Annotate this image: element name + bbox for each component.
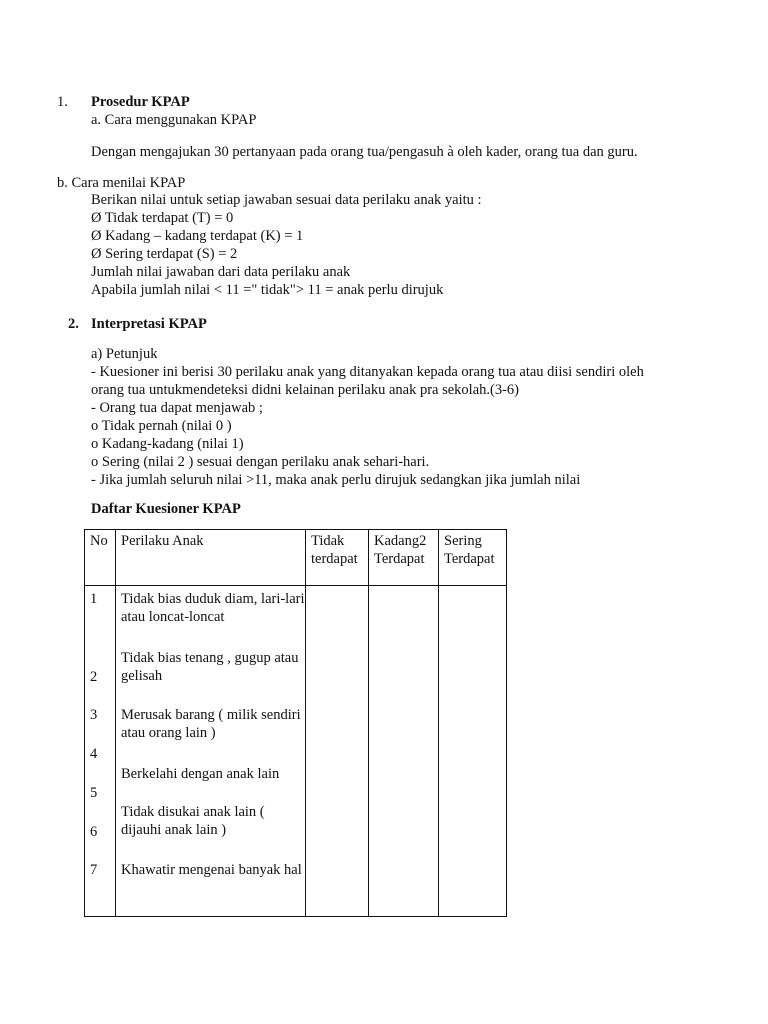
body-line: o Sering (nilai 2 ) sesuai dengan perilaku anak sehari-hari. <box>91 454 430 470</box>
bullet-line: Ø Sering terdapat (S) = 2 <box>91 246 238 262</box>
body-line: orang tua untukmendeteksi didni kelainan perilaku anak pra sekolah.(3-6) <box>91 382 520 398</box>
numbers-cell <box>85 586 116 917</box>
body-line: o Kadang-kadang (nilai 1) <box>91 436 244 452</box>
section-1-title: Prosedur KPAP <box>91 94 190 110</box>
answer-cell-tidak[interactable] <box>306 586 369 917</box>
row-number: 4 <box>90 746 98 762</box>
section-1a-heading: a. Cara menggunakan KPAP <box>91 112 257 128</box>
body-line: Berikan nilai untuk setiap jawaban sesuai data perilaku anak yaitu : <box>91 192 482 208</box>
item-text: Tidak bias duduk diam, lari-lari atau loncat-loncat <box>121 591 305 625</box>
section-1-number: 1. <box>57 94 68 110</box>
items-cell <box>116 586 306 917</box>
header-tidak-terdapat <box>306 530 369 586</box>
section-1a-text: Dengan mengajukan 30 pertanyaan pada orang tua/pengasuh à oleh kader, orang tua dan guru. <box>91 144 638 160</box>
item-text: Merusak barang ( milik sendiri atau orang lain ) <box>121 707 301 741</box>
body-line: - Jika jumlah seluruh nilai >11, maka anak perlu dirujuk sedangkan jika jumlah nilai <box>91 472 581 488</box>
body-line: Apabila jumlah nilai < 11 =" tidak"> 11 = anak perlu dirujuk <box>91 282 444 298</box>
table-header-row <box>85 530 507 586</box>
bullet-line: Ø Tidak terdapat (T) = 0 <box>91 210 234 226</box>
header-line: Terdapat <box>444 551 495 567</box>
body-line: o Tidak pernah (nilai 0 ) <box>91 418 232 434</box>
section-1b-heading: b. Cara menilai KPAP <box>57 175 186 191</box>
body-line: - Kuesioner ini berisi 30 perilaku anak yang ditanyakan kepada orang tua atau diisi sendiri oleh <box>91 364 644 380</box>
section-2-number: 2. <box>68 316 79 332</box>
table-title: Daftar Kuesioner KPAP <box>91 501 241 517</box>
header-no: No <box>85 530 116 586</box>
row-number: 3 <box>90 707 98 723</box>
body-line: - Orang tua dapat menjawab ; <box>91 400 263 416</box>
bullet-line: Ø Kadang – kadang terdapat (K) = 1 <box>91 228 304 244</box>
header-line: Terdapat <box>374 551 425 567</box>
section-2-body <box>91 345 644 489</box>
item-text: Tidak bias tenang , gugup atau gelisah <box>121 650 299 684</box>
item-text: Berkelahi dengan anak lain <box>121 766 280 782</box>
questionnaire-table <box>84 529 507 917</box>
table-body-row <box>85 586 507 917</box>
header-line: Kadang2 <box>374 533 427 549</box>
item-text: Tidak disukai anak lain ( dijauhi anak lain ) <box>121 804 265 838</box>
header-kadang-terdapat <box>369 530 439 586</box>
header-line: Sering <box>444 533 482 549</box>
row-number: 5 <box>90 785 98 801</box>
row-number: 2 <box>90 669 98 685</box>
header-line: Tidak <box>311 533 345 549</box>
body-line: a) Petunjuk <box>91 346 158 362</box>
row-number: 6 <box>90 824 98 840</box>
row-number: 1 <box>90 591 98 607</box>
body-line: Jumlah nilai jawaban dari data perilaku anak <box>91 264 351 280</box>
section-2-title: Interpretasi KPAP <box>91 316 207 332</box>
row-number: 7 <box>90 862 98 878</box>
answer-cell-sering[interactable] <box>439 586 507 917</box>
header-line: terdapat <box>311 551 358 567</box>
answer-cell-kadang[interactable] <box>369 586 439 917</box>
item-text: Khawatir mengenai banyak hal <box>121 862 302 878</box>
header-perilaku-anak: Perilaku Anak <box>116 530 306 586</box>
section-1b-body <box>91 191 482 299</box>
header-sering-terdapat <box>439 530 507 586</box>
